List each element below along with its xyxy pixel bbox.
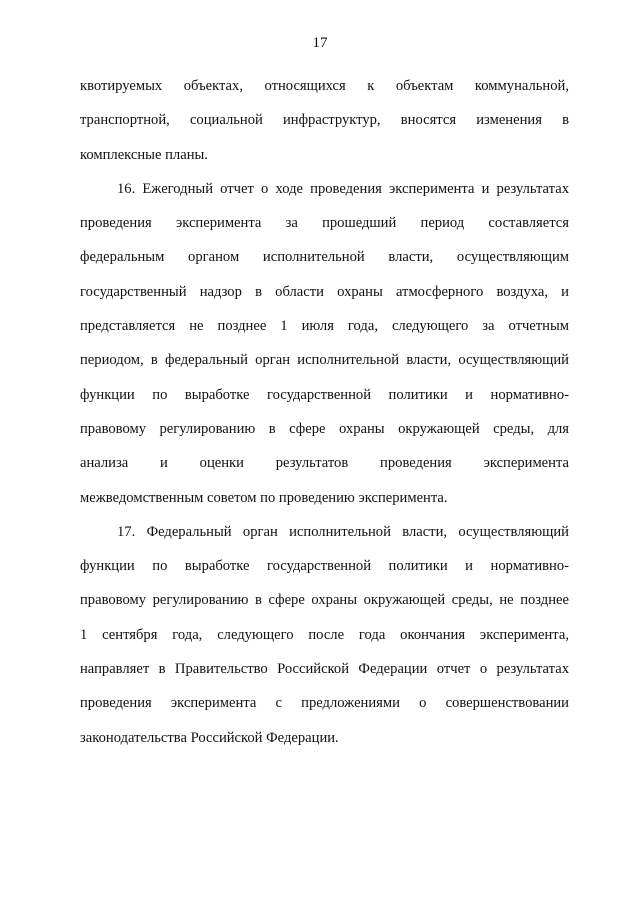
document-body (80, 69, 569, 755)
paragraph-17 (80, 515, 569, 755)
text-line: правовому регулированию в сфере охраны окружающей среды, не позднее (80, 592, 569, 609)
text-line: 17. Федеральный орган исполнительной власти, осуществляющий (117, 523, 569, 540)
text-line: транспортной, социальной инфраструктур, вносятся изменения в (80, 112, 569, 129)
paragraph-continuation (80, 69, 569, 172)
text-line: представляется не позднее 1 июля года, следующего за отчетным (80, 318, 569, 335)
text-line: межведомственным советом по проведению эксперимента. (80, 489, 448, 506)
text-line: правовому регулированию в сфере охраны окружающей среды, для (80, 420, 569, 437)
text-line: законодательства Российской Федерации. (80, 729, 339, 746)
text-line: анализа и оценки результатов проведения эксперимента (80, 455, 569, 472)
text-line: 1 сентября года, следующего после года окончания эксперимента, (80, 626, 569, 643)
text-line: функции по выработке государственной политики и нормативно- (80, 558, 569, 575)
text-line: проведения эксперимента за прошедший период составляется (80, 215, 569, 232)
text-line: направляет в Правительство Российской Федерации отчет о результатах (80, 661, 569, 678)
text-line: комплексные планы. (80, 146, 208, 163)
text-line: проведения эксперимента с предложениями о совершенствовании (80, 695, 569, 712)
text-line: квотируемых объектах, относящихся к объектам коммунальной, (80, 78, 569, 94)
text-line: периодом, в федеральный орган исполнительной власти, осуществляющий (80, 352, 569, 369)
text-line: государственный надзор в области охраны атмосферного воздуха, и (80, 283, 569, 300)
text-line: федеральным органом исполнительной власти, осуществляющим (80, 249, 569, 266)
text-line: функции по выработке государственной политики и нормативно- (80, 386, 569, 403)
text-line: 16. Ежегодный отчет о ходе проведения эксперимента и результатах (117, 180, 569, 197)
paragraph-16 (80, 172, 569, 515)
page-number: 17 (312, 35, 328, 51)
